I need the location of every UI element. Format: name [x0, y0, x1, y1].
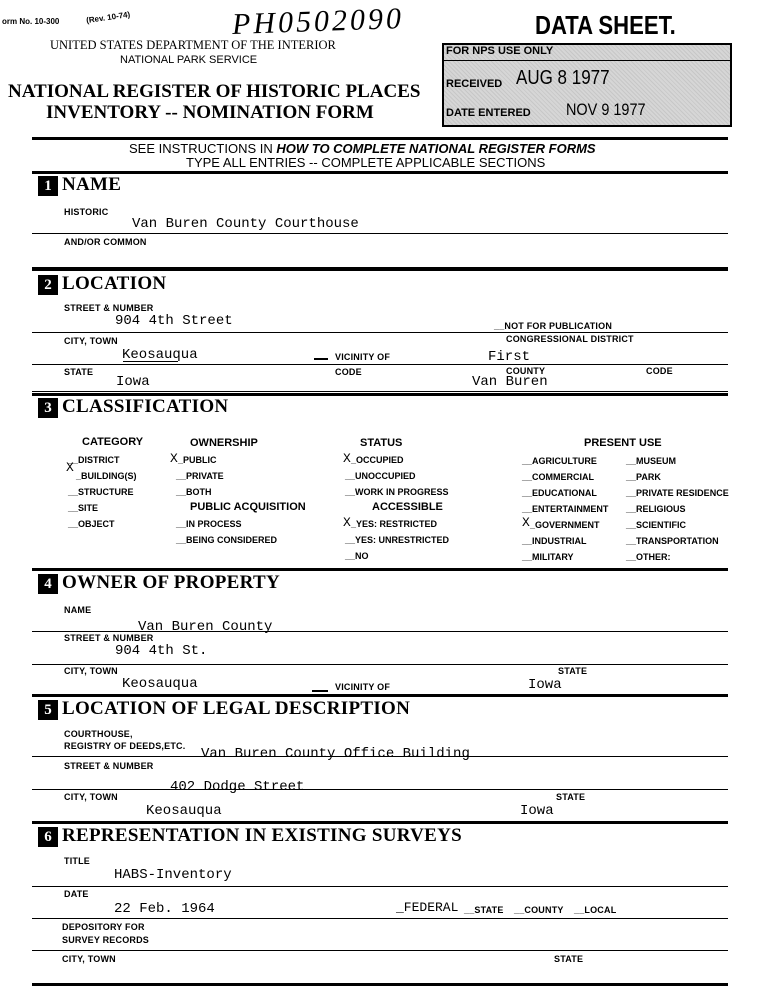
rule: [32, 694, 728, 697]
section-5-title: LOCATION OF LEGAL DESCRIPTION: [62, 698, 411, 719]
received-label: RECEIVED: [446, 78, 503, 90]
depository-city-label: CITY, TOWN: [62, 954, 116, 964]
survey-county-option[interactable]: __COUNTY: [514, 905, 564, 915]
rule: [32, 364, 728, 365]
received-date: AUG 8 1977: [516, 67, 610, 89]
ownership-private[interactable]: __PRIVATE: [176, 471, 224, 481]
section-1-number: 1: [38, 176, 58, 196]
historic-name-field[interactable]: Van Buren County Courthouse: [132, 216, 359, 232]
status-occupied[interactable]: _OCCUPIED: [351, 455, 404, 465]
depository-city-field[interactable]: [120, 966, 420, 980]
rule: [32, 789, 728, 790]
owner-name-field[interactable]: Van Buren County: [138, 619, 273, 635]
section-5-number: 5: [38, 700, 58, 720]
depository-field[interactable]: [160, 930, 560, 946]
courthouse-label: COURTHOUSE,: [64, 729, 133, 739]
street-label: STREET & NUMBER: [64, 303, 154, 313]
congressional-district-label: CONGRESSIONAL DISTRICT: [506, 334, 634, 344]
county-label: COUNTY: [506, 366, 546, 376]
section-6-number: 6: [38, 827, 58, 847]
owner-vicinity-label: VICINITY OF: [335, 682, 391, 692]
data-sheet-heading: DATA SHEET.: [535, 10, 676, 40]
instructions-line2: TYPE ALL ENTRIES -- COMPLETE APPLICABLE SECTIONS: [186, 155, 546, 170]
city-label: CITY, TOWN: [64, 336, 118, 346]
use-commercial[interactable]: __COMMERCIAL: [522, 472, 595, 482]
use-museum[interactable]: __MUSEUM: [626, 456, 677, 466]
survey-local-option[interactable]: __LOCAL: [574, 905, 617, 915]
survey-title-field[interactable]: HABS-Inventory: [114, 867, 232, 883]
survey-state-option[interactable]: __STATE: [464, 905, 504, 915]
category-site[interactable]: __SITE: [68, 503, 99, 513]
use-private-residence[interactable]: __PRIVATE RESIDENCE: [626, 488, 729, 498]
checkmark-x[interactable]: _FEDERAL: [396, 900, 459, 915]
section-1-title: NAME: [62, 174, 122, 195]
rule: [32, 950, 728, 951]
acquisition-being-considered[interactable]: __BEING CONSIDERED: [176, 535, 278, 545]
owner-city-field[interactable]: Keosauqua: [122, 676, 198, 692]
date-entered-value: NOV 9 1977: [566, 100, 646, 119]
rule: [32, 886, 728, 887]
category-building[interactable]: _BUILDING(S): [76, 471, 137, 481]
rule: [32, 821, 728, 824]
state-label: STATE: [64, 367, 94, 377]
code-label: CODE: [335, 367, 362, 377]
acquisition-in-process[interactable]: __IN PROCESS: [176, 519, 242, 529]
rule: [32, 391, 728, 392]
county-code-label: CODE: [646, 366, 673, 376]
category-structure[interactable]: __STRUCTURE: [68, 487, 134, 497]
date-entered-label: DATE ENTERED: [446, 107, 531, 119]
accessible-no[interactable]: __NO: [345, 551, 369, 561]
form-revision: (Rev. 10-74): [85, 9, 131, 26]
registry-field[interactable]: Van Buren County Office Building: [201, 746, 470, 762]
use-agriculture[interactable]: __AGRICULTURE: [522, 456, 597, 466]
section-4-title: OWNER OF PROPERTY: [62, 572, 281, 593]
legal-city-field[interactable]: Keosauqua: [146, 803, 222, 819]
rule: [32, 756, 728, 757]
section-3-number: 3: [38, 398, 58, 418]
accessible-yes-restricted[interactable]: _YES: RESTRICTED: [351, 519, 438, 529]
survey-title-label: TITLE: [64, 856, 90, 866]
accessible-yes-unrestricted[interactable]: __YES: UNRESTRICTED: [345, 535, 450, 545]
legal-city-label: CITY, TOWN: [64, 792, 118, 802]
use-military[interactable]: __MILITARY: [522, 552, 574, 562]
congressional-district-field[interactable]: First: [488, 349, 531, 365]
legal-state-field[interactable]: Iowa: [520, 803, 554, 819]
section-2-number: 2: [38, 275, 58, 295]
owner-state-label: STATE: [558, 666, 588, 676]
form-title-line1: NATIONAL REGISTER OF HISTORIC PLACES: [8, 81, 421, 102]
common-name-label: AND/OR COMMON: [64, 237, 147, 247]
owner-city-label: CITY, TOWN: [64, 666, 118, 676]
service-name: NATIONAL PARK SERVICE: [120, 54, 258, 66]
status-work-in-progress[interactable]: __WORK IN PROGRESS: [345, 487, 449, 497]
category-district[interactable]: __DISTRICT: [68, 455, 120, 465]
form-number: orm No. 10-300: [2, 17, 60, 26]
vicinity-blank[interactable]: [314, 358, 328, 360]
legal-street-label: STREET & NUMBER: [64, 761, 154, 771]
use-entertainment[interactable]: __ENTERTAINMENT: [522, 504, 609, 514]
category-heading: CATEGORY: [82, 436, 144, 448]
rule: [32, 568, 728, 571]
street-field[interactable]: 904 4th Street: [115, 313, 233, 329]
use-transportation[interactable]: __TRANSPORTATION: [626, 536, 719, 546]
historic-label: HISTORIC: [64, 207, 109, 217]
owner-name-label: NAME: [64, 605, 92, 615]
checkmark-x: X: [170, 451, 178, 466]
use-other[interactable]: __OTHER:: [626, 552, 671, 562]
common-name-field[interactable]: [132, 248, 432, 264]
city-underline: [123, 361, 178, 362]
instructions-prefix: SEE INSTRUCTIONS IN: [129, 141, 277, 156]
checkmark-x: X: [522, 515, 530, 530]
department-name: UNITED STATES DEPARTMENT OF THE INTERIOR: [50, 38, 336, 52]
owner-street-label: STREET & NUMBER: [64, 633, 154, 643]
section-4-number: 4: [38, 574, 58, 594]
ownership-heading: OWNERSHIP: [190, 437, 258, 449]
public-acquisition-heading: PUBLIC ACQUISITION: [190, 501, 306, 513]
rule: [32, 918, 728, 919]
section-3-title: CLASSIFICATION: [62, 396, 229, 417]
rule: [32, 983, 728, 986]
owner-vicinity-blank[interactable]: [312, 690, 328, 692]
depository-label-line1: DEPOSITORY FOR: [62, 922, 145, 932]
instructions-line1: [129, 141, 596, 156]
not-for-publication[interactable]: __NOT FOR PUBLICATION: [494, 321, 613, 331]
instructions-manual-title: HOW TO COMPLETE NATIONAL REGISTER FORMS: [276, 141, 596, 156]
use-government[interactable]: _GOVERNMENT: [530, 520, 600, 530]
status-heading: STATUS: [360, 437, 403, 449]
rule: [32, 268, 728, 271]
owner-street-field[interactable]: 904 4th St.: [115, 643, 208, 659]
use-scientific[interactable]: __SCIENTIFIC: [626, 520, 687, 530]
status-unoccupied[interactable]: __UNOCCUPIED: [345, 471, 416, 481]
county-field[interactable]: Van Buren: [472, 374, 548, 390]
rule: [32, 631, 728, 632]
accessible-heading: ACCESSIBLE: [372, 501, 443, 513]
handwritten-id: PH0502090: [231, 2, 405, 41]
ownership-public[interactable]: _PUBLIC: [178, 455, 217, 465]
use-park[interactable]: __PARK: [626, 472, 661, 482]
use-religious[interactable]: __RELIGIOUS: [626, 504, 686, 514]
rule: [32, 332, 728, 333]
legal-street-field[interactable]: 402 Dodge Street: [170, 779, 305, 795]
state-field[interactable]: Iowa: [116, 374, 150, 390]
nps-box-divider: [442, 60, 730, 61]
checkmark-x: X: [343, 451, 351, 466]
ownership-both[interactable]: __BOTH: [176, 487, 212, 497]
legal-state-label: STATE: [556, 792, 586, 802]
survey-date-field[interactable]: 22 Feb. 1964: [114, 901, 215, 917]
rule: [32, 664, 728, 665]
use-educational[interactable]: __EDUCATIONAL: [522, 488, 597, 498]
nps-box-heading: FOR NPS USE ONLY: [446, 45, 554, 57]
registry-label: REGISTRY OF DEEDS,ETC.: [64, 741, 186, 751]
survey-date-label: DATE: [64, 889, 89, 899]
rule: [32, 171, 728, 174]
rule: [32, 233, 728, 234]
rule: [32, 137, 728, 140]
city-field[interactable]: Keosauqua: [122, 347, 198, 363]
use-industrial[interactable]: __INDUSTRIAL: [522, 536, 587, 546]
depository-label-line2: SURVEY RECORDS: [62, 935, 149, 945]
depository-state-label: STATE: [554, 954, 584, 964]
category-object[interactable]: __OBJECT: [68, 519, 115, 529]
owner-state-field[interactable]: Iowa: [528, 677, 562, 693]
present-use-heading: PRESENT USE: [584, 437, 662, 449]
checkmark-x: X: [66, 460, 74, 475]
vicinity-label: VICINITY OF: [335, 352, 391, 362]
section-2-title: LOCATION: [62, 273, 167, 294]
section-6-title: REPRESENTATION IN EXISTING SURVEYS: [62, 825, 463, 846]
form-title-line2: INVENTORY -- NOMINATION FORM: [46, 102, 374, 123]
checkmark-x: X: [343, 515, 351, 530]
